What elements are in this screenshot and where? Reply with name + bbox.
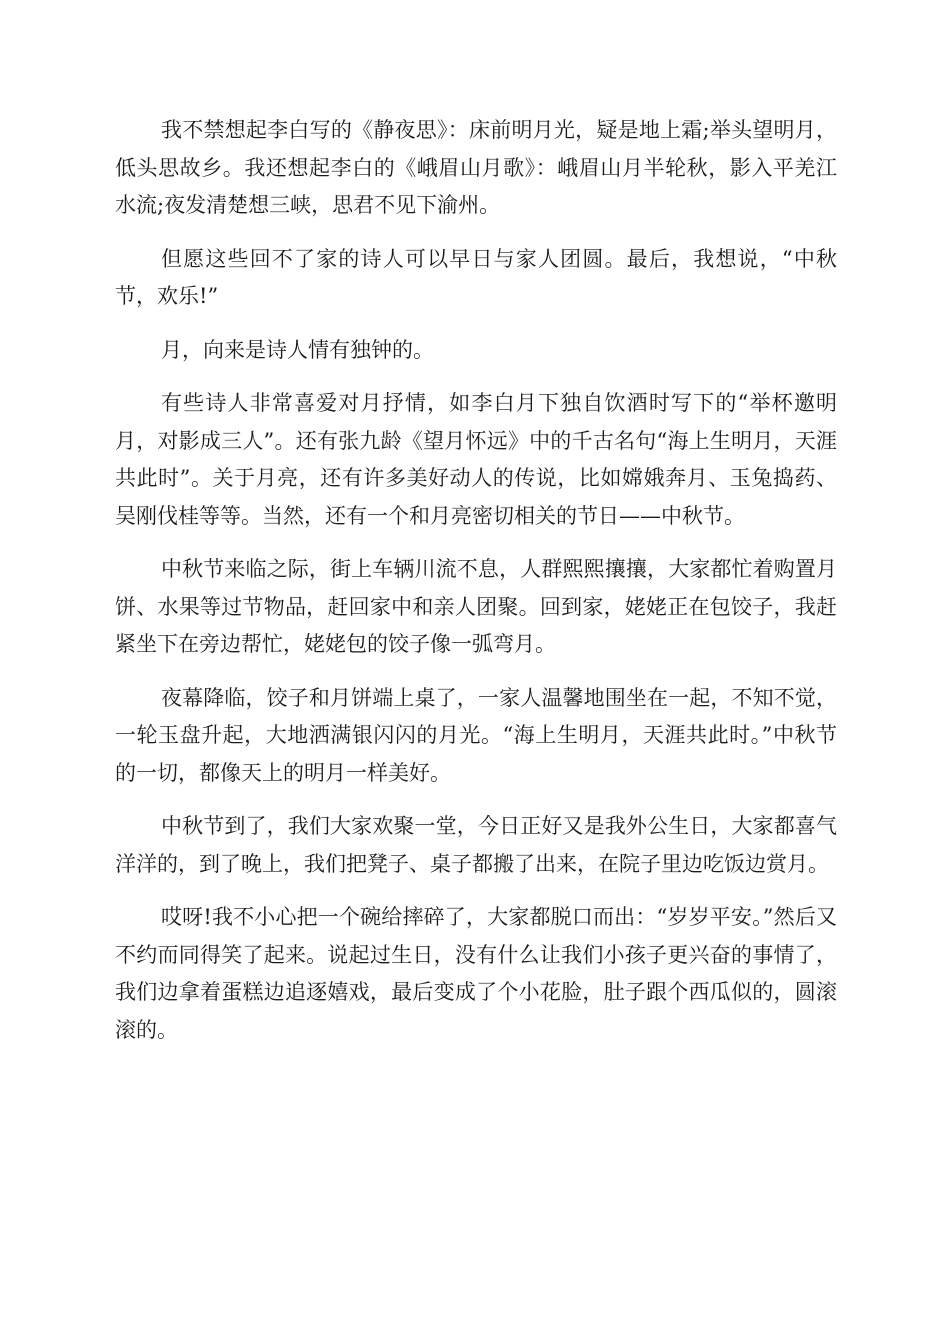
document-body (115, 112, 837, 1065)
paragraph-8: 哎呀!我不小心把一个碗给摔碎了，大家都脱口而出：“岁岁平安。”然后又不约而同得笑了起来。说起过生日，没有什么让我们小孩子更兴奋的事情了，我们边拿着蛋糕边追逐嬉戏，最后变成了个小花脸，肚子跟个西瓜似的，圆滚滚的。 (115, 905, 837, 1042)
paragraph-3: 月，向来是诗人情有独钟的。 (161, 337, 434, 362)
paragraph-1: 我不禁想起李白写的《静夜思》：床前明月光，疑是地上霜;举头望明月，低头思故乡。我还想起李白的《峨眉山月歌》：峨眉山月半轮秋，影入平羌江水流;夜发清楚想三峡，思君不见下渝州。 (115, 118, 837, 217)
paragraph-7: 中秋节到了，我们大家欢聚一堂，今日正好又是我外公生日，大家都喜气洋洋的，到了晚上，我们把凳子、桌子都搬了出来，在院子里边吃饭边赏月。 (115, 814, 837, 876)
paragraph-6: 夜幕降临，饺子和月饼端上桌了，一家人温馨地围坐在一起，不知不觉，一轮玉盘升起，大地洒满银闪闪的月光。“海上生明月，天涯共此时。”中秋节的一切，都像天上的明月一样美好。 (115, 685, 837, 785)
paragraph-4: 有些诗人非常喜爱对月抒情，如李白月下独自饮酒时写下的“举杯邀明月，对影成三人”。还有张九龄《望月怀远》中的千古名句“海上生明月，天涯共此时”。关于月亮，还有许多美好动人的传说，比如嫦娥奔月、玉兔捣药、吴刚伐桂等等。当然，还有一个和月亮密切相关的节日——中秋节。 (115, 391, 837, 528)
paragraph-2: 但愿这些回不了家的诗人可以早日与家人团圆。最后，我想说，“中秋节，欢乐!” (115, 246, 837, 308)
paragraph-5: 中秋节来临之际，街上车辆川流不息，人群熙熙攘攘，大家都忙着购置月饼、水果等过节物品，赶回家中和亲人团聚。回到家，姥姥正在包饺子，我赶紧坐下在旁边帮忙，姥姥包的饺子像一弧弯月。 (115, 557, 837, 656)
